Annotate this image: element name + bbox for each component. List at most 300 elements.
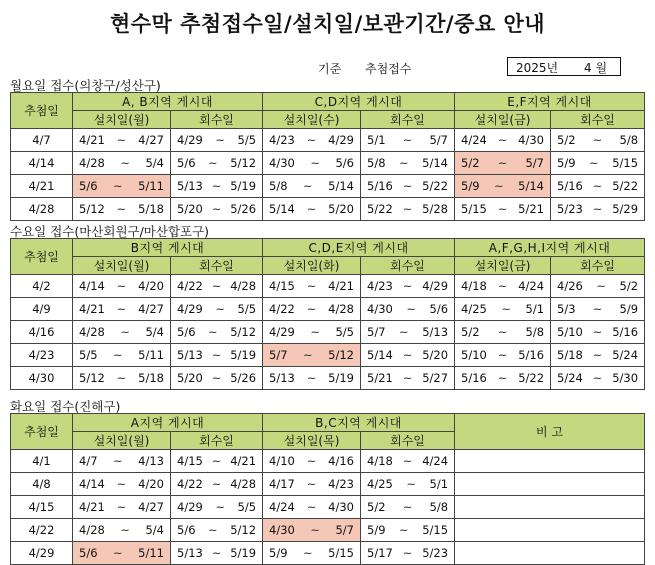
period-start: 5/8 bbox=[269, 179, 288, 193]
section-title-monday: 월요일 접수(의창구/성산구) bbox=[10, 78, 161, 93]
lottery-date-cell: 4/15 bbox=[11, 496, 73, 519]
tilde-separator: ~ bbox=[406, 477, 416, 491]
tilde-separator: ~ bbox=[494, 179, 504, 193]
install-period-cell bbox=[455, 129, 551, 152]
period-end: 5/19 bbox=[230, 179, 257, 193]
period-start: 4/25 bbox=[461, 302, 487, 316]
collect-period-cell bbox=[361, 344, 455, 367]
tilde-separator: ~ bbox=[497, 348, 508, 362]
install-period-cell bbox=[263, 344, 361, 367]
period-end: 4/30 bbox=[518, 133, 544, 147]
period-start: 5/17 bbox=[367, 546, 393, 560]
install-period-cell bbox=[73, 129, 171, 152]
note-cell bbox=[455, 496, 645, 519]
period-start: 5/16 bbox=[461, 371, 487, 385]
install-period-cell bbox=[263, 542, 361, 565]
install-period-cell bbox=[263, 152, 361, 175]
period-end: 5/16 bbox=[518, 348, 545, 362]
tilde-separator: ~ bbox=[497, 325, 508, 339]
period-start: 4/21 bbox=[79, 500, 105, 514]
install-period-cell bbox=[263, 298, 361, 321]
basis-type: 추첨접수 bbox=[365, 62, 412, 76]
note-cell bbox=[455, 473, 645, 496]
tilde-separator: ~ bbox=[592, 202, 603, 216]
install-period-cell bbox=[263, 129, 361, 152]
group-header: E,F지역 게시대 bbox=[455, 93, 645, 111]
install-period-cell bbox=[73, 367, 171, 390]
install-period-cell bbox=[455, 275, 551, 298]
period-start: 5/12 bbox=[79, 202, 105, 216]
tilde-separator: ~ bbox=[211, 279, 222, 293]
collect-period-cell bbox=[171, 367, 263, 390]
tilde-separator: ~ bbox=[589, 156, 599, 170]
tilde-separator: ~ bbox=[116, 202, 127, 216]
tilde-separator: ~ bbox=[208, 523, 218, 537]
install-date-header: 설치일(화) bbox=[263, 257, 361, 275]
basis-month: 4 월 bbox=[584, 61, 608, 75]
period-start: 5/1 bbox=[367, 133, 386, 147]
install-period-cell bbox=[73, 152, 171, 175]
period-end: 5/16 bbox=[612, 325, 639, 339]
period-start: 4/28 bbox=[79, 325, 105, 339]
period-start: 5/10 bbox=[557, 325, 583, 339]
group-header: B지역 게시대 bbox=[73, 239, 263, 257]
period-start: 5/2 bbox=[367, 500, 386, 514]
collect-period-cell bbox=[361, 542, 455, 565]
tilde-separator: ~ bbox=[211, 179, 222, 193]
period-end: 5/1 bbox=[525, 302, 545, 316]
period-end: 5/19 bbox=[230, 546, 257, 560]
section-title-tuesday: 화요일 접수(진해구) bbox=[10, 399, 121, 414]
tilde-separator: ~ bbox=[306, 477, 317, 491]
collect-period-cell bbox=[171, 519, 263, 542]
tilde-separator: ~ bbox=[306, 500, 317, 514]
period-start: 4/25 bbox=[367, 477, 393, 491]
period-start: 5/24 bbox=[557, 371, 583, 385]
table-row bbox=[11, 152, 645, 175]
install-period-cell bbox=[263, 473, 361, 496]
period-end: 5/23 bbox=[422, 546, 449, 560]
period-end: 4/29 bbox=[328, 133, 354, 147]
period-end: 5/7 bbox=[335, 523, 354, 537]
collect-period-cell bbox=[171, 496, 263, 519]
tilde-separator: ~ bbox=[215, 133, 225, 147]
group-header: B,C지역 게시대 bbox=[263, 414, 455, 432]
basis-date-box bbox=[507, 57, 621, 76]
collect-period-cell bbox=[171, 175, 263, 198]
install-date-header: 설치일(월) bbox=[73, 432, 171, 450]
collect-date-header: 회수일 bbox=[361, 111, 455, 129]
install-period-cell bbox=[455, 367, 551, 390]
install-period-cell bbox=[455, 152, 551, 175]
period-start: 4/21 bbox=[79, 133, 105, 147]
period-end: 4/29 bbox=[422, 279, 449, 293]
period-start: 4/15 bbox=[269, 279, 295, 293]
period-end: 4/24 bbox=[422, 454, 449, 468]
tilde-separator: ~ bbox=[310, 156, 320, 170]
tilde-separator: ~ bbox=[116, 279, 127, 293]
collect-period-cell bbox=[171, 542, 263, 565]
tilde-separator: ~ bbox=[211, 371, 222, 385]
period-start: 5/3 bbox=[557, 302, 576, 316]
period-end: 5/2 bbox=[619, 279, 639, 293]
install-period-cell bbox=[73, 344, 171, 367]
schedule-table-tuesday bbox=[10, 413, 645, 565]
tilde-separator: ~ bbox=[215, 302, 225, 316]
tilde-separator: ~ bbox=[120, 523, 130, 537]
tilde-separator: ~ bbox=[215, 500, 225, 514]
period-start: 5/18 bbox=[557, 348, 583, 362]
collect-period-cell bbox=[361, 496, 455, 519]
period-end: 5/9 bbox=[619, 302, 639, 316]
install-period-cell bbox=[263, 519, 361, 542]
tilde-separator: ~ bbox=[211, 454, 222, 468]
install-period-cell bbox=[263, 321, 361, 344]
period-start: 4/24 bbox=[269, 500, 295, 514]
tilde-separator: ~ bbox=[306, 454, 317, 468]
tilde-separator: ~ bbox=[120, 156, 130, 170]
period-end: 5/19 bbox=[230, 348, 257, 362]
collect-period-cell bbox=[361, 175, 455, 198]
section-title-wednesday: 수요일 접수(마산회원구/마산합포구) bbox=[10, 224, 210, 239]
period-end: 4/21 bbox=[328, 279, 354, 293]
tilde-separator: ~ bbox=[303, 348, 313, 362]
period-end: 5/12 bbox=[230, 523, 257, 537]
install-date-header: 설치일(수) bbox=[263, 111, 361, 129]
period-end: 5/18 bbox=[138, 202, 164, 216]
tilde-separator: ~ bbox=[211, 546, 222, 560]
tilde-separator: ~ bbox=[310, 325, 320, 339]
period-start: 5/10 bbox=[461, 348, 487, 362]
period-start: 5/2 bbox=[557, 133, 576, 147]
tilde-separator: ~ bbox=[116, 477, 127, 491]
period-end: 4/27 bbox=[138, 500, 164, 514]
install-date-header: 설치일(금) bbox=[455, 257, 551, 275]
period-start: 5/2 bbox=[461, 156, 480, 170]
tilde-separator: ~ bbox=[402, 179, 413, 193]
collect-period-cell bbox=[361, 298, 455, 321]
tilde-separator: ~ bbox=[306, 279, 317, 293]
period-end: 4/27 bbox=[138, 302, 164, 316]
collect-period-cell bbox=[361, 275, 455, 298]
lottery-date-header: 추첨일 bbox=[11, 239, 73, 275]
collect-date-header: 회수일 bbox=[171, 432, 263, 450]
collect-period-cell bbox=[551, 129, 645, 152]
period-start: 4/22 bbox=[177, 279, 203, 293]
period-end: 4/23 bbox=[328, 477, 354, 491]
tilde-separator: ~ bbox=[113, 179, 123, 193]
tilde-separator: ~ bbox=[116, 302, 127, 316]
collect-period-cell bbox=[551, 175, 645, 198]
tilde-separator: ~ bbox=[113, 454, 123, 468]
period-end: 5/12 bbox=[230, 156, 257, 170]
install-period-cell bbox=[73, 321, 171, 344]
install-period-cell bbox=[73, 275, 171, 298]
collect-period-cell bbox=[171, 198, 263, 221]
lottery-date-cell: 4/22 bbox=[11, 519, 73, 542]
period-start: 4/30 bbox=[269, 156, 295, 170]
period-end: 5/12 bbox=[328, 348, 354, 362]
period-start: 4/29 bbox=[177, 302, 203, 316]
period-end: 5/13 bbox=[422, 325, 449, 339]
tilde-separator: ~ bbox=[402, 371, 413, 385]
period-end: 5/20 bbox=[422, 348, 449, 362]
period-start: 4/22 bbox=[269, 302, 295, 316]
period-end: 5/1 bbox=[429, 477, 449, 491]
tilde-separator: ~ bbox=[406, 302, 416, 316]
period-start: 4/29 bbox=[269, 325, 295, 339]
tilde-separator: ~ bbox=[306, 302, 317, 316]
period-end: 4/21 bbox=[230, 454, 257, 468]
collect-period-cell bbox=[551, 321, 645, 344]
collect-date-header: 회수일 bbox=[171, 111, 263, 129]
tilde-separator: ~ bbox=[596, 279, 607, 293]
schedule-table-monday bbox=[10, 92, 645, 221]
tilde-separator: ~ bbox=[592, 348, 603, 362]
group-header: A,F,G,H,I지역 게시대 bbox=[455, 239, 645, 257]
install-date-header: 설치일(목) bbox=[263, 432, 361, 450]
period-start: 5/13 bbox=[177, 179, 203, 193]
period-start: 4/29 bbox=[177, 133, 203, 147]
tilde-separator: ~ bbox=[592, 133, 603, 147]
collect-period-cell bbox=[171, 450, 263, 473]
tilde-separator: ~ bbox=[592, 179, 603, 193]
collect-date-header: 회수일 bbox=[551, 257, 645, 275]
period-end: 5/30 bbox=[612, 371, 639, 385]
tilde-separator: ~ bbox=[113, 546, 123, 560]
tilde-separator: ~ bbox=[592, 302, 603, 316]
collect-period-cell bbox=[171, 298, 263, 321]
install-period-cell bbox=[263, 198, 361, 221]
install-period-cell bbox=[263, 450, 361, 473]
period-start: 5/8 bbox=[367, 156, 386, 170]
period-start: 5/7 bbox=[269, 348, 288, 362]
period-end: 4/13 bbox=[138, 454, 164, 468]
tilde-separator: ~ bbox=[399, 523, 409, 537]
period-end: 5/11 bbox=[138, 546, 164, 560]
collect-period-cell bbox=[361, 129, 455, 152]
table-row bbox=[11, 519, 645, 542]
tilde-separator: ~ bbox=[497, 156, 508, 170]
note-cell bbox=[455, 450, 645, 473]
tilde-separator: ~ bbox=[592, 325, 603, 339]
period-start: 4/14 bbox=[79, 477, 105, 491]
group-header: A, B지역 게시대 bbox=[73, 93, 263, 111]
collect-period-cell bbox=[361, 321, 455, 344]
tilde-separator: ~ bbox=[501, 302, 511, 316]
period-end: 5/11 bbox=[138, 179, 164, 193]
period-start: 5/6 bbox=[177, 523, 196, 537]
period-end: 5/7 bbox=[525, 156, 544, 170]
tilde-separator: ~ bbox=[211, 477, 222, 491]
lottery-date-cell: 4/28 bbox=[11, 198, 73, 221]
period-start: 4/17 bbox=[269, 477, 295, 491]
period-end: 5/4 bbox=[145, 523, 164, 537]
period-end: 5/11 bbox=[138, 348, 164, 362]
collect-period-cell bbox=[551, 152, 645, 175]
install-period-cell bbox=[73, 198, 171, 221]
period-start: 4/29 bbox=[177, 500, 203, 514]
period-end: 4/24 bbox=[518, 279, 545, 293]
period-end: 5/22 bbox=[518, 371, 545, 385]
table-row bbox=[11, 496, 645, 519]
install-period-cell bbox=[73, 519, 171, 542]
period-start: 5/16 bbox=[557, 179, 583, 193]
period-end: 5/27 bbox=[422, 371, 449, 385]
period-start: 5/13 bbox=[177, 546, 203, 560]
period-start: 5/2 bbox=[461, 325, 480, 339]
page-title: 현수막 추첨접수일/설치일/보관기간/중요 안내 bbox=[109, 12, 546, 36]
period-start: 4/15 bbox=[177, 454, 203, 468]
table-row bbox=[11, 344, 645, 367]
period-end: 4/27 bbox=[138, 133, 164, 147]
period-end: 4/28 bbox=[230, 279, 257, 293]
install-period-cell bbox=[263, 275, 361, 298]
period-start: 4/24 bbox=[461, 133, 487, 147]
tilde-separator: ~ bbox=[208, 156, 218, 170]
lottery-date-cell: 4/30 bbox=[11, 367, 73, 390]
collect-period-cell bbox=[361, 450, 455, 473]
install-period-cell bbox=[455, 198, 551, 221]
period-start: 5/7 bbox=[367, 325, 386, 339]
period-end: 5/21 bbox=[518, 202, 544, 216]
period-start: 5/22 bbox=[367, 202, 393, 216]
collect-period-cell bbox=[361, 198, 455, 221]
period-end: 5/5 bbox=[237, 302, 257, 316]
tilde-separator: ~ bbox=[116, 500, 127, 514]
tilde-separator: ~ bbox=[211, 202, 222, 216]
install-period-cell bbox=[73, 473, 171, 496]
period-end: 4/28 bbox=[230, 477, 257, 491]
period-end: 5/22 bbox=[422, 179, 448, 193]
install-period-cell bbox=[73, 298, 171, 321]
collect-period-cell bbox=[361, 519, 455, 542]
install-period-cell bbox=[455, 321, 551, 344]
period-end: 5/15 bbox=[328, 546, 354, 560]
tilde-separator: ~ bbox=[310, 523, 320, 537]
collect-period-cell bbox=[361, 367, 455, 390]
lottery-date-cell: 4/2 bbox=[11, 275, 73, 298]
period-end: 5/24 bbox=[612, 348, 639, 362]
period-end: 5/6 bbox=[335, 156, 354, 170]
tilde-separator: ~ bbox=[399, 325, 409, 339]
tilde-separator: ~ bbox=[497, 202, 508, 216]
lottery-date-cell: 4/21 bbox=[11, 175, 73, 198]
install-date-header: 설치일(금) bbox=[455, 111, 551, 129]
collect-period-cell bbox=[171, 344, 263, 367]
collect-period-cell bbox=[551, 367, 645, 390]
tilde-separator: ~ bbox=[306, 371, 317, 385]
lottery-date-cell: 4/8 bbox=[11, 473, 73, 496]
lottery-date-cell: 4/9 bbox=[11, 298, 73, 321]
period-end: 5/8 bbox=[429, 500, 449, 514]
collect-period-cell bbox=[361, 152, 455, 175]
period-start: 4/22 bbox=[177, 477, 203, 491]
lottery-date-header: 추첨일 bbox=[11, 414, 73, 450]
table-row bbox=[11, 542, 645, 565]
tilde-separator: ~ bbox=[402, 546, 413, 560]
basis-label: 기준 bbox=[318, 62, 342, 76]
tilde-separator: ~ bbox=[116, 371, 127, 385]
collect-period-cell bbox=[551, 198, 645, 221]
table-row bbox=[11, 129, 645, 152]
collect-date-header: 회수일 bbox=[361, 432, 455, 450]
install-period-cell bbox=[73, 542, 171, 565]
tilde-separator: ~ bbox=[399, 156, 409, 170]
period-start: 4/23 bbox=[269, 133, 295, 147]
period-start: 5/21 bbox=[367, 371, 393, 385]
period-start: 5/23 bbox=[557, 202, 583, 216]
period-end: 5/14 bbox=[518, 179, 544, 193]
period-end: 5/4 bbox=[145, 325, 164, 339]
tilde-separator: ~ bbox=[402, 454, 413, 468]
tilde-separator: ~ bbox=[208, 325, 218, 339]
lottery-date-cell: 4/29 bbox=[11, 542, 73, 565]
tilde-separator: ~ bbox=[402, 202, 413, 216]
collect-date-header: 회수일 bbox=[551, 111, 645, 129]
period-start: 5/20 bbox=[177, 371, 203, 385]
table-row bbox=[11, 367, 645, 390]
note-cell bbox=[455, 542, 645, 565]
collect-period-cell bbox=[171, 473, 263, 496]
period-start: 5/14 bbox=[269, 202, 295, 216]
period-end: 5/5 bbox=[237, 133, 257, 147]
collect-period-cell bbox=[171, 129, 263, 152]
collect-period-cell bbox=[171, 152, 263, 175]
tilde-separator: ~ bbox=[303, 546, 313, 560]
period-end: 5/18 bbox=[138, 371, 164, 385]
install-period-cell bbox=[455, 175, 551, 198]
note-header: 비 고 bbox=[455, 414, 645, 450]
period-start: 5/16 bbox=[367, 179, 393, 193]
tilde-separator: ~ bbox=[306, 133, 317, 147]
lottery-date-cell: 4/16 bbox=[11, 321, 73, 344]
tilde-separator: ~ bbox=[402, 279, 413, 293]
install-period-cell bbox=[73, 496, 171, 519]
period-end: 5/28 bbox=[422, 202, 448, 216]
schedule-table-wednesday bbox=[10, 238, 645, 390]
install-period-cell bbox=[263, 175, 361, 198]
period-end: 5/8 bbox=[619, 133, 639, 147]
tilde-separator: ~ bbox=[497, 371, 508, 385]
table-row bbox=[11, 175, 645, 198]
period-start: 4/26 bbox=[557, 279, 583, 293]
period-end: 4/30 bbox=[328, 500, 354, 514]
period-start: 5/12 bbox=[79, 371, 105, 385]
period-end: 5/7 bbox=[429, 133, 448, 147]
collect-date-header: 회수일 bbox=[171, 257, 263, 275]
basis-year: 2025년 bbox=[516, 61, 559, 75]
lottery-date-cell: 4/23 bbox=[11, 344, 73, 367]
period-end: 4/20 bbox=[138, 477, 164, 491]
tilde-separator: ~ bbox=[592, 371, 603, 385]
table-row bbox=[11, 473, 645, 496]
period-start: 4/21 bbox=[79, 302, 105, 316]
period-end: 5/22 bbox=[612, 179, 639, 193]
install-period-cell bbox=[455, 298, 551, 321]
install-date-header: 설치일(월) bbox=[73, 111, 171, 129]
period-start: 4/18 bbox=[367, 454, 393, 468]
period-start: 5/6 bbox=[79, 179, 98, 193]
table-row bbox=[11, 321, 645, 344]
period-start: 5/13 bbox=[177, 348, 203, 362]
period-start: 5/9 bbox=[557, 156, 576, 170]
collect-period-cell bbox=[551, 344, 645, 367]
period-end: 5/15 bbox=[422, 523, 449, 537]
period-end: 5/5 bbox=[237, 500, 257, 514]
tilde-separator: ~ bbox=[497, 279, 508, 293]
period-end: 5/26 bbox=[230, 371, 257, 385]
